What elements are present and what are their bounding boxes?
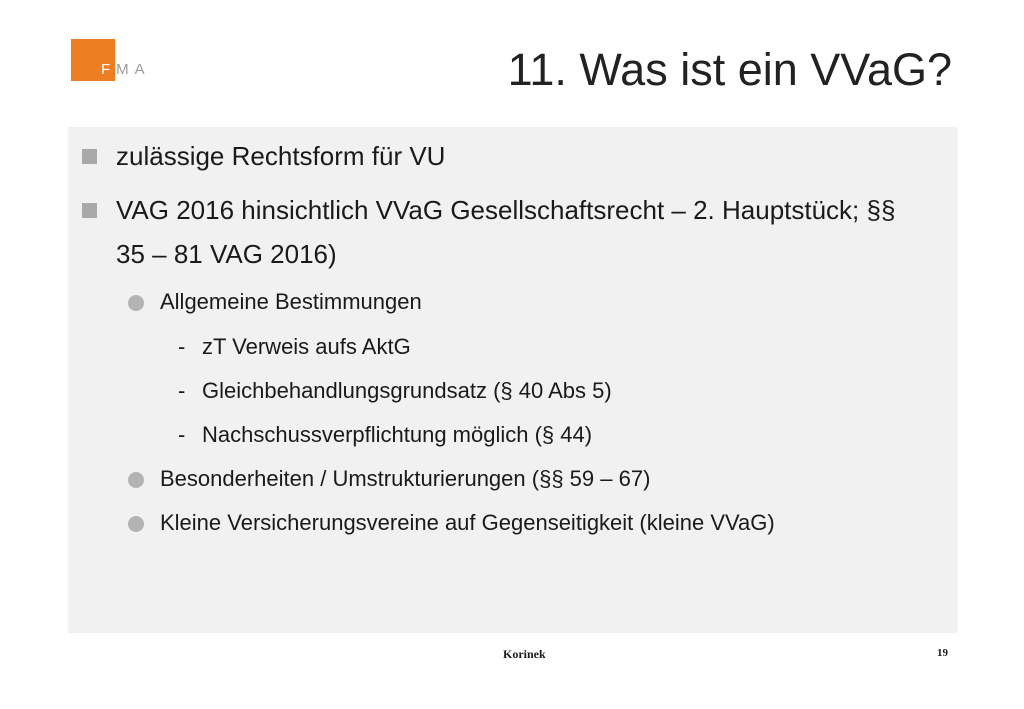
sub-bullet-text: Kleine Versicherungsvereine auf Gegenseitigkeit (kleine VVaG) (160, 510, 775, 535)
bullet-text: VAG 2016 hinsichtlich VVaG Gesellschaftsrecht – 2. Hauptstück; §§ 35 – 81 VAG 2016) (116, 195, 896, 269)
dash-item (178, 420, 592, 450)
circle-bullet-icon (128, 472, 144, 488)
dash-item-text: Nachschussverpflichtung möglich (§ 44) (202, 422, 593, 447)
slide-title: 11. Was ist ein VVaG? (507, 44, 952, 95)
logo-letter-f: F (101, 61, 117, 78)
dash-item (178, 376, 612, 406)
bullet-item (82, 134, 896, 178)
dash-item-text: zT Verweis aufs AktG (202, 334, 411, 359)
footer-author: Korinek (503, 647, 546, 661)
dash-item-text: Gleichbehandlungsgrundsatz (§ 40 Abs 5) (202, 378, 612, 403)
bullet-item (82, 188, 896, 276)
sub-bullet-item (128, 508, 775, 538)
logo-letters-ma: MA (116, 61, 151, 78)
dash-marker: - (178, 334, 186, 359)
sub-bullet-text: Besonderheiten / Umstrukturierungen (§§ 59 – 67) (160, 466, 651, 491)
dash-item (178, 332, 411, 362)
dash-marker: - (178, 378, 186, 403)
fma-logo (71, 39, 151, 81)
bullet-text: zulässige Rechtsform für VU (116, 141, 446, 171)
circle-bullet-icon (128, 516, 144, 532)
square-bullet-icon (82, 203, 97, 218)
circle-bullet-icon (128, 295, 144, 311)
dash-marker: - (178, 422, 186, 447)
sub-bullet-item (128, 287, 422, 317)
page-number: 19 (937, 647, 948, 659)
sub-bullet-item (128, 464, 650, 494)
sub-bullet-text: Allgemeine Bestimmungen (160, 289, 422, 314)
square-bullet-icon (82, 149, 97, 164)
logo-text (101, 61, 151, 78)
